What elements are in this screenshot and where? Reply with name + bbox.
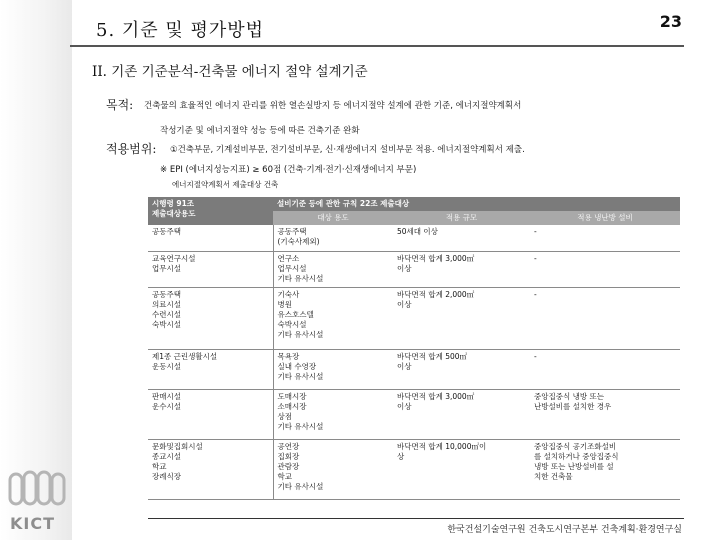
page-header-title: 5. 기준 및 평가방법 [96,20,265,41]
cell-use: 교육연구시설 업무시설 [148,251,273,287]
header-enforcement-use: 시행령 91조 제출대상용도 [148,197,273,225]
cell-target: 기숙사 병원 유스호스텔 숙박시설 기타 유사시설 [273,287,393,349]
header-target-use: 대상 용도 [273,211,393,225]
scope-text: ①건축부문, 기계설비부문, 전기설비부문, 신·재생에너지 설비부문 적용. 에너지절약계획서 제출. [170,145,525,155]
table-row [148,225,680,251]
page-number: 23 [659,12,682,31]
cell-equipment: - [530,349,680,389]
left-margin-strip [0,0,72,540]
table-row [148,349,680,389]
cell-use: 판매시설 운수시설 [148,389,273,439]
cell-target: 공연장 집회장 관람장 학교 기타 유사시설 [273,439,393,499]
cell-use: 공동주택 의료시설 수련시설 숙박시설 [148,287,273,349]
footer-rule [148,518,684,519]
cell-equipment: - [530,287,680,349]
scope-label: 적용범위: [106,142,157,156]
table-row [148,251,680,287]
cell-equipment: 중앙집중식 공기조화설비 를 설치하거나 중앙집중식 냉방 또는 난방설비를 설 치한 건축물 [530,439,680,499]
purpose-line-2: 작성기준 및 에너지절약 성능 등에 따른 건축기준 완화 [160,126,360,136]
cell-equipment: 중앙집중식 냉방 또는 난방설비를 설치한 경우 [530,389,680,439]
cell-scale: 50세대 이상 [393,225,530,251]
cell-use: 제1종 근린생활시설 운동시설 [148,349,273,389]
cell-scale: 바닥면적 합계 2,000㎡ 이상 [393,287,530,349]
cell-target: 연구소 업무시설 기타 유사시설 [273,251,393,287]
cell-use: 공동주택 [148,225,273,251]
submission-note: 에너지절약계획서 제출대상 건축 [172,180,279,189]
cell-target: 목욕장 실내 수영장 기타 유사시설 [273,349,393,389]
purpose-line-1: 건축물의 효율적인 에너지 관리를 위한 열손실방지 등 에너지절약 설계에 관한 기준, 에너지절약계획서 [144,101,522,111]
cell-equipment: - [530,225,680,251]
section-title: II. 기존 기준분석-건축물 에너지 절약 설계기준 [92,64,368,80]
cell-scale: 바닥면적 합계 3,000㎡ 이상 [393,251,530,287]
header-equipment: 적용 냉난방 설비 [530,211,680,225]
header-rule [70,45,684,47]
kict-logo-text: KICT [10,514,56,533]
epi-note: ※ EPI (에너지성능지표) ≥ 60점 (건축·기계·전기·신재생에너지 부문) [160,165,417,175]
cell-scale: 바닥면적 합계 500㎡ 이상 [393,349,530,389]
submission-target-table [148,197,680,500]
cell-target: 공동주택 (기숙사제외) [273,225,393,251]
table-row [148,439,680,499]
cell-scale: 바닥면적 합계 10,000㎡이 상 [393,439,530,499]
purpose-label: 목적: [106,98,134,112]
cell-target: 도매시장 소매시장 상점 기타 유사시설 [273,389,393,439]
cell-scale: 바닥면적 합계 3,000㎡ 이상 [393,389,530,439]
table-row [148,287,680,349]
header-scale: 적용 규모 [393,211,530,225]
cell-equipment: - [530,251,680,287]
header-regulation: 설비기준 등에 관한 규칙 22조 제출대상 [273,197,680,211]
cell-use: 문화및집회시설 종교시설 학교 장례식장 [148,439,273,499]
footer-text: 한국건설기술연구원 건축도시연구본부 건축계획·환경연구실 [447,525,682,535]
table-row [148,389,680,439]
